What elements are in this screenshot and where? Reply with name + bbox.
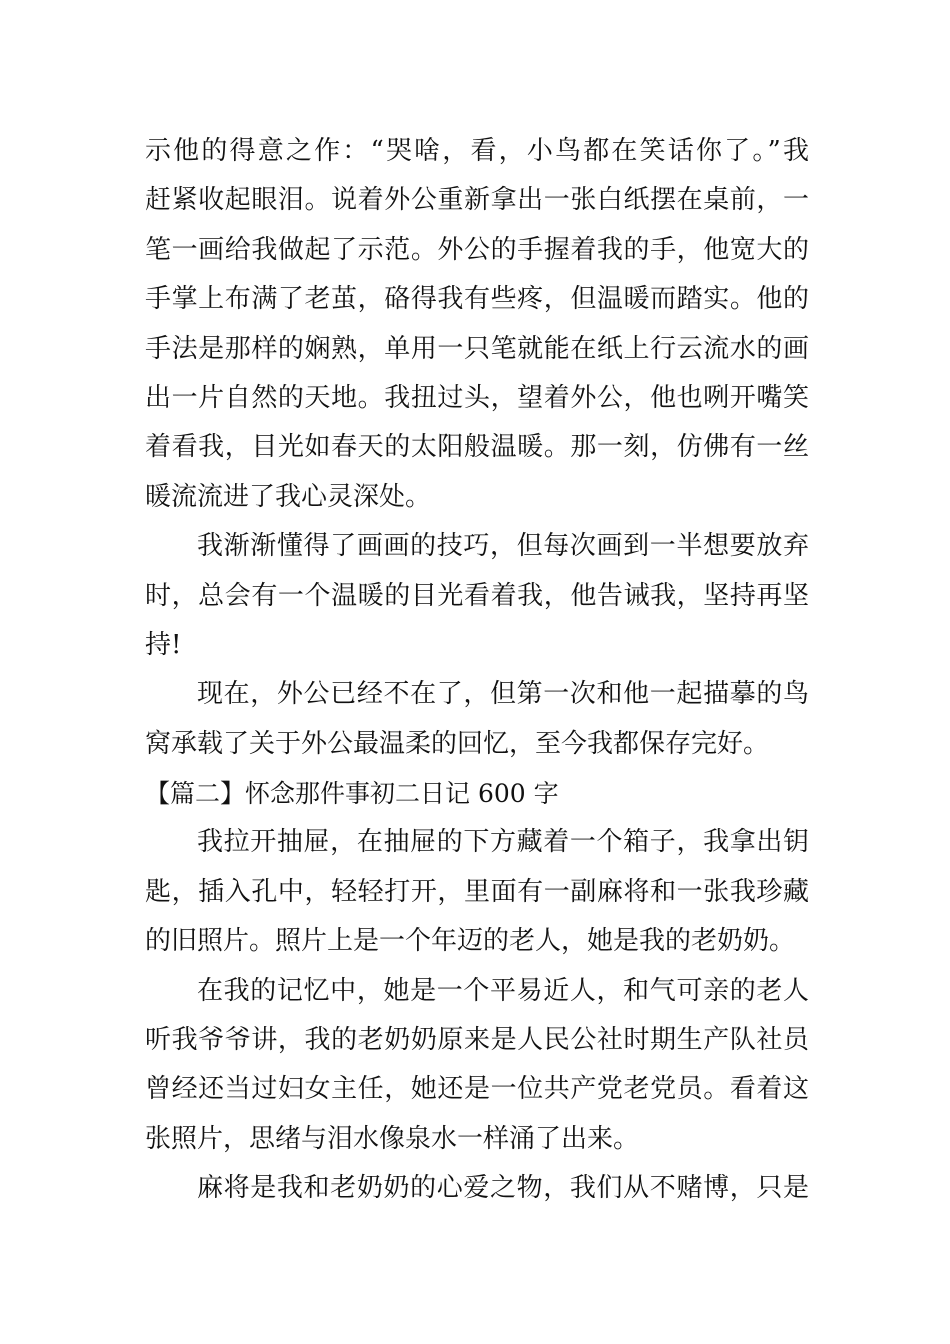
text-line: 示他的得意之作：“哭啥，看，小鸟都在笑话你了。”我: [145, 136, 809, 166]
text-line: 赶紧收起眼泪。说着外公重新拿出一张白纸摆在桌前，一: [145, 185, 809, 216]
paragraph-first-line: 我渐渐懂得了画画的技巧，但每次画到一半想要放弃: [197, 531, 809, 562]
text-line: 曾经还当过妇女主任，她还是一位共产党老党员。看着这: [145, 1074, 809, 1105]
text-line: 笔一画给我做起了示范。外公的手握着我的手，他宽大的: [145, 234, 809, 265]
paragraph-first-line: 在我的记忆中，她是一个平易近人，和气可亲的老人: [197, 975, 809, 1006]
text-line: 听我爷爷讲，我的老奶奶原来是人民公社时期生产队社员: [145, 1025, 809, 1056]
text-line: 着看我，目光如春天的太阳般温暖。那一刻，仿佛有一丝: [145, 432, 809, 463]
text-line: 暖流流进了我心灵深处。: [145, 481, 432, 512]
text-line: 手掌上布满了老茧，硌得我有些疼，但温暖而踏实。他的: [145, 284, 809, 315]
text-line: 匙，插入孔中，轻轻打开，里面有一副麻将和一张我珍藏: [145, 876, 809, 907]
text-line: 手法是那样的娴熟，单用一只笔就能在纸上行云流水的画: [145, 333, 809, 364]
text-line: 持!: [145, 629, 182, 660]
paragraph-first-line: 麻将是我和老奶奶的心爱之物，我们从不赌博，只是: [197, 1173, 809, 1204]
text-line: 的旧照片。照片上是一个年迈的老人，她是我的老奶奶。: [145, 926, 796, 957]
text-line: 出一片自然的天地。我扭过头，望着外公，他也咧开嘴笑: [145, 382, 809, 413]
text-line: 窝承载了关于外公最温柔的回忆，至今我都保存完好。: [145, 728, 770, 759]
document-body: [145, 127, 809, 1214]
paragraph-first-line: 我拉开抽屉，在抽屉的下方藏着一个箱子，我拿出钥: [197, 827, 809, 858]
text-line: 时，总会有一个温暖的目光看着我，他告诫我，坚持再坚: [145, 580, 809, 611]
text-line: 张照片，思绪与泪水像泉水一样涌了出来。: [145, 1123, 640, 1154]
paragraph-first-line: 现在，外公已经不在了，但第一次和他一起描摹的鸟: [197, 679, 809, 710]
section-heading: 【篇二】怀念那件事初二日记 600 字: [145, 779, 559, 809]
